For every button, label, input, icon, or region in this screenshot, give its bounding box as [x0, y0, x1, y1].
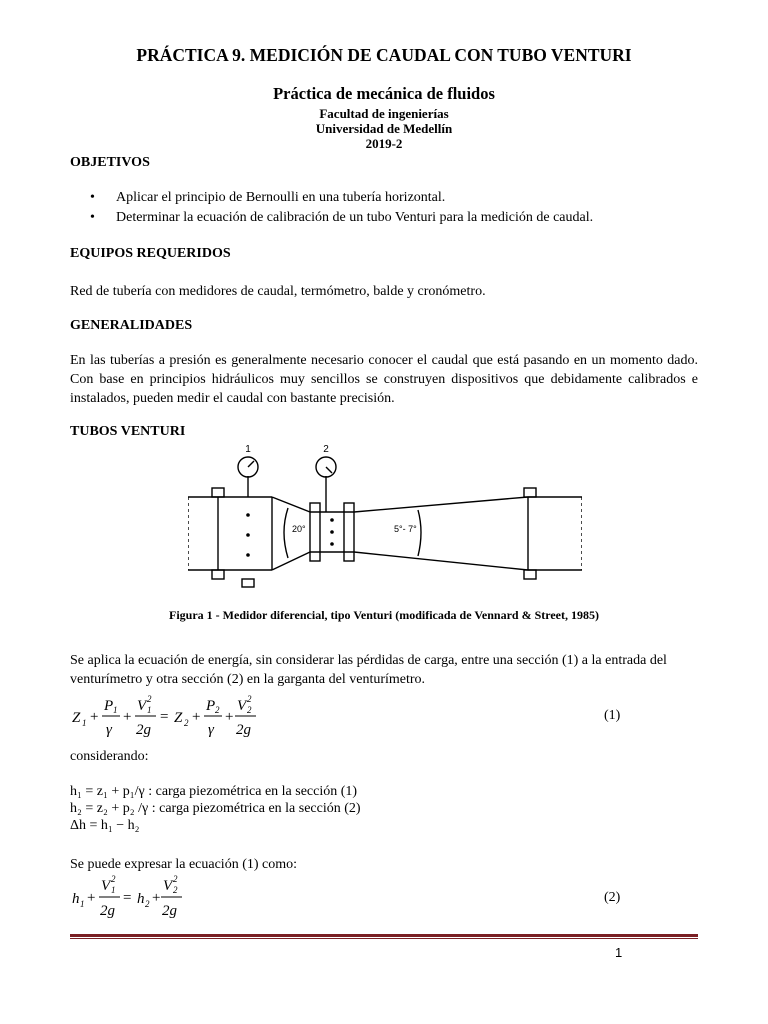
svg-text:+: +: [152, 890, 161, 906]
svg-text:1: 1: [111, 885, 116, 895]
svg-text:2: 2: [145, 899, 150, 909]
svg-text:2: 2: [215, 705, 220, 715]
gauge-2-label: 2: [323, 444, 329, 455]
definition-h2: h₂ = z₂ + p₂ /γ : carga piezométrica en la sección (2): [70, 801, 361, 816]
equation-1-number: (1): [604, 708, 621, 723]
svg-text:=: =: [123, 890, 132, 906]
objetivos-heading: OBJETIVOS: [70, 155, 150, 170]
footer-divider: [70, 934, 698, 940]
express-text: Se puede expresar la ecuación (1) como:: [70, 857, 298, 872]
bullet-icon: •: [90, 210, 95, 225]
svg-text:2g: 2g: [100, 903, 115, 919]
considerando-label: considerando:: [70, 749, 149, 764]
svg-text:1: 1: [113, 705, 118, 715]
svg-text:γ: γ: [208, 722, 214, 738]
intro-text: Se aplica la ecuación de energía, sin considerar las pérdidas de carga, entre una sección (1) a la entrada del venturímetro y otra sección (2) en la garganta del venturímetro.: [70, 653, 667, 687]
svg-text:2: 2: [247, 705, 252, 715]
svg-text:P: P: [206, 698, 216, 714]
generalidades-heading: GENERALIDADES: [70, 318, 193, 333]
outlet-angle-label: 5°- 7°: [394, 524, 417, 534]
svg-text:2g: 2g: [162, 903, 177, 919]
svg-text:V: V: [137, 698, 147, 714]
svg-text:2: 2: [184, 718, 189, 728]
equation-2: [72, 872, 192, 922]
svg-text:γ: γ: [106, 722, 112, 738]
svg-text:h: h: [72, 891, 80, 907]
svg-text:2: 2: [111, 874, 116, 884]
definition-h1: h₁ = z₁ + p₁/γ : carga piezométrica en la sección (1): [70, 784, 358, 799]
svg-text:+: +: [225, 709, 234, 725]
objetivo-text: Aplicar el principio de Bernoulli en una tubería horizontal.: [116, 190, 446, 205]
svg-text:1: 1: [147, 705, 152, 715]
definition-delta-h: Δh = h₁ − h₂: [70, 818, 140, 833]
svg-text:Z: Z: [174, 710, 183, 726]
svg-text:2: 2: [173, 885, 178, 895]
tubos-heading: TUBOS VENTURI: [70, 424, 186, 439]
svg-text:V: V: [101, 878, 111, 894]
faculty-label: Facultad de ingenierías: [319, 106, 449, 121]
page-number: 1: [615, 945, 623, 960]
figure-caption: Figura 1 - Medidor diferencial, tipo Venturi (modificada de Vennard & Street, 1985): [169, 608, 599, 622]
svg-text:2g: 2g: [136, 722, 151, 738]
gauge-1-label: 1: [245, 444, 251, 455]
svg-text:+: +: [123, 709, 132, 725]
svg-text:P: P: [104, 698, 114, 714]
svg-text:h: h: [137, 891, 145, 907]
university-label: Universidad de Medellín: [315, 121, 453, 136]
equation-1: [72, 690, 272, 740]
page-subtitle: Práctica de mecánica de fluidos: [273, 84, 495, 103]
venturi-figure: [188, 440, 582, 598]
objetivos-list: [70, 188, 593, 228]
bullet-icon: •: [90, 190, 95, 205]
svg-text:2: 2: [173, 874, 178, 884]
svg-text:2: 2: [247, 694, 252, 704]
list-item: [70, 208, 593, 228]
equation-2-number: (2): [604, 890, 621, 905]
svg-text:+: +: [90, 709, 99, 725]
svg-text:2g: 2g: [236, 722, 251, 738]
objetivo-text: Determinar la ecuación de calibración de un tubo Venturi para la medición de caudal.: [116, 210, 594, 225]
equipos-heading: EQUIPOS REQUERIDOS: [70, 246, 231, 261]
svg-text:V: V: [237, 698, 247, 714]
page-title: PRÁCTICA 9. MEDICIÓN DE CAUDAL CON TUBO VENTURI: [136, 45, 632, 65]
svg-text:Z: Z: [72, 710, 81, 726]
svg-text:+: +: [87, 890, 96, 906]
svg-text:2: 2: [147, 694, 152, 704]
list-item: [70, 188, 593, 208]
equipos-text: Red de tubería con medidores de caudal, termómetro, balde y cronómetro.: [70, 284, 486, 299]
svg-text:=: =: [160, 709, 169, 725]
period-label: 2019-2: [365, 136, 403, 151]
svg-text:+: +: [192, 709, 201, 725]
svg-text:1: 1: [82, 718, 87, 728]
inlet-angle-label: 20°: [292, 524, 306, 534]
generalidades-text: En las tuberías a presión es generalmente necesario conocer el caudal que está pasando en un momento dado. Con base en principios hidráulicos muy sencillos se construyen dispositivos que debidamente calibrados e instalados, pueden medir el caudal con bastante precisión.: [70, 353, 698, 406]
svg-text:1: 1: [80, 899, 85, 909]
svg-text:V: V: [163, 878, 173, 894]
